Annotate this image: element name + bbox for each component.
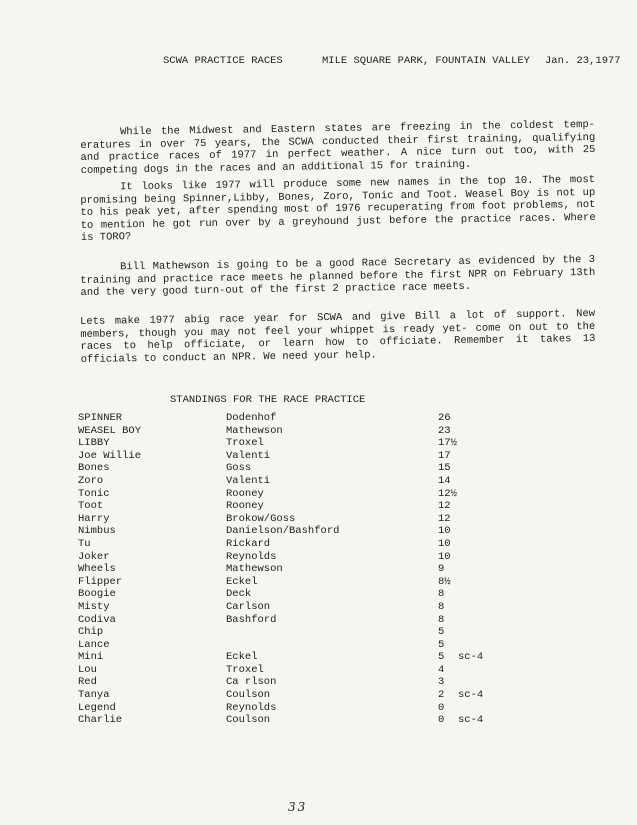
dog-name: Misty xyxy=(78,600,110,613)
standings-row xyxy=(74,626,534,639)
points-value: 5 xyxy=(438,626,445,639)
owner-name: Deck xyxy=(226,588,252,601)
points-value: 10 xyxy=(438,550,451,563)
dog-name: Toot xyxy=(78,500,104,513)
points-value: 4 xyxy=(438,663,445,676)
dog-name: Harry xyxy=(78,512,110,525)
points-value: 10 xyxy=(438,537,451,550)
points-value: 3 xyxy=(438,676,445,689)
owner-name: Eckel xyxy=(226,651,258,664)
owner-name: Coulson xyxy=(226,714,271,727)
standings-row xyxy=(74,601,534,614)
standings-title: STANDINGS FOR THE RACE PRACTICE xyxy=(170,394,366,406)
owner-name: Bashford xyxy=(226,613,277,626)
points-value: 5 xyxy=(438,651,445,664)
standings-row xyxy=(74,576,534,589)
standings-row xyxy=(74,676,534,689)
standings-row xyxy=(74,488,534,501)
header-title: SCWA PRACTICE RACES xyxy=(163,55,283,67)
points-value: 8 xyxy=(438,600,445,613)
dog-name: Lou xyxy=(78,663,97,676)
standings-row xyxy=(74,500,534,513)
header-date: Jan. 23,1977 xyxy=(545,55,621,67)
owner-name: Eckel xyxy=(226,575,258,588)
points-value: 8 xyxy=(438,613,445,626)
score-note: sc-4 xyxy=(458,651,484,664)
owner-name: Troxel xyxy=(226,437,264,450)
standings-row xyxy=(74,714,534,727)
points-value: 15 xyxy=(438,462,451,475)
points-value: 2 xyxy=(438,689,445,702)
dog-name: Joe Willie xyxy=(78,449,142,462)
score-note: sc-4 xyxy=(458,689,484,702)
points-value: 5 xyxy=(438,638,445,651)
points-value: 8 xyxy=(438,588,445,601)
dog-name: Legend xyxy=(78,701,116,714)
points-value: 12 xyxy=(438,500,451,513)
dog-name: Boogie xyxy=(78,588,116,601)
paragraph-new-names: It looks like 1977 will produce some new names in the top 10. The most promising being Spinner,Libby, Bones, Zoro, Tonic and Toot. Weasel Boy is not up to his peak yet, after spending most of 1976 recuperating from foot problems, not to mention he got run over by a greyhound just before the practice races. Where is TORO? xyxy=(80,173,596,244)
owner-name: Brokow/Goss xyxy=(226,512,296,525)
dog-name: Tu xyxy=(78,537,91,550)
standings-row xyxy=(74,475,534,488)
standings-row xyxy=(74,551,534,564)
dog-name: Zoro xyxy=(78,474,104,487)
dog-name: Mini xyxy=(78,651,104,664)
standings-row xyxy=(74,588,534,601)
points-value: 12½ xyxy=(438,487,457,500)
points-value: 17 xyxy=(438,449,451,462)
points-value: 0 xyxy=(438,714,445,727)
standings-row xyxy=(74,702,534,715)
standings-row xyxy=(74,513,534,526)
dog-name: Lance xyxy=(78,638,110,651)
standings-row xyxy=(74,651,534,664)
standings-row xyxy=(74,614,534,627)
owner-name: Dodenhof xyxy=(226,412,277,424)
standings-row xyxy=(74,525,534,538)
owner-name: Reynolds xyxy=(226,550,277,563)
owner-name: Mathewson xyxy=(226,563,283,576)
standings-row xyxy=(74,538,534,551)
header-location: MILE SQUARE PARK, FOUNTAIN VALLEY xyxy=(322,55,530,67)
standings-table xyxy=(74,412,534,727)
dog-name: Flipper xyxy=(78,575,123,588)
owner-name: Valenti xyxy=(226,449,271,462)
standings-row xyxy=(74,425,534,438)
owner-name: Coulson xyxy=(226,689,271,702)
dog-name: WEASEL BOY xyxy=(78,424,142,437)
owner-name: Carlson xyxy=(226,600,271,613)
dog-name: Codiva xyxy=(78,613,116,626)
dog-name: Chip xyxy=(78,626,104,639)
paragraph-weather: While the Midwest and Eastern states are freezing in the coldest temp-eratures in over 75 years, the SCWA conducted their first training, qualifying and practice races of 1977 in perfect weather. A nice turn out too, with 25 competing dogs in the races and an additional 15 for training. xyxy=(80,118,596,177)
points-value: 12 xyxy=(438,512,451,525)
dog-name: SPINNER xyxy=(78,412,123,424)
owner-name: Rooney xyxy=(226,487,264,500)
score-note: sc-4 xyxy=(458,714,484,727)
dog-name: Tanya xyxy=(78,689,110,702)
standings-row xyxy=(74,412,534,425)
points-value: 10 xyxy=(438,525,451,538)
dog-name: Joker xyxy=(78,550,110,563)
owner-name: Mathewson xyxy=(226,424,283,437)
paragraph-call-to-action: Lets make 1977 abig race year for SCWA and give Bill a lot of support. New members, though you may not feel your whippet is ready yet- come on out to the races to help officiate, or learn how to officiate. Remember it takes 13 officials to conduct an NPR. We need your help. xyxy=(80,307,596,366)
owner-name: Danielson/Bashford xyxy=(226,525,340,538)
dog-name: Red xyxy=(78,676,97,689)
standings-row xyxy=(74,639,534,652)
points-value: 26 xyxy=(438,412,451,424)
points-value: 14 xyxy=(438,474,451,487)
points-value: 9 xyxy=(438,563,445,576)
owner-name: Troxel xyxy=(226,663,264,676)
owner-name: Reynolds xyxy=(226,701,277,714)
points-value: 0 xyxy=(438,701,445,714)
points-value: 17½ xyxy=(438,437,457,450)
standings-row xyxy=(74,462,534,475)
standings-row xyxy=(74,563,534,576)
dog-name: Bones xyxy=(78,462,110,475)
points-value: 8½ xyxy=(438,575,451,588)
owner-name: Rooney xyxy=(226,500,264,513)
owner-name: Valenti xyxy=(226,474,271,487)
owner-name: Rickard xyxy=(226,537,271,550)
page-number: 33 xyxy=(288,800,308,814)
standings-row xyxy=(74,664,534,677)
points-value: 23 xyxy=(438,424,451,437)
dog-name: Tonic xyxy=(78,487,110,500)
dog-name: Nimbus xyxy=(78,525,116,538)
dog-name: Wheels xyxy=(78,563,116,576)
standings-row xyxy=(74,437,534,450)
standings-row xyxy=(74,689,534,702)
owner-name: Ca rlson xyxy=(226,676,277,689)
dog-name: LIBBY xyxy=(78,437,110,450)
owner-name: Goss xyxy=(226,462,252,475)
paragraph-race-secretary: Bill Mathewson is going to be a good Race Secretary as evidenced by the 3 training and practice race meets he planned before the first NPR on February 13th and the very good turn-out of the first 2 practice race meets. xyxy=(80,253,596,299)
dog-name: Charlie xyxy=(78,714,123,727)
standings-row xyxy=(74,450,534,463)
